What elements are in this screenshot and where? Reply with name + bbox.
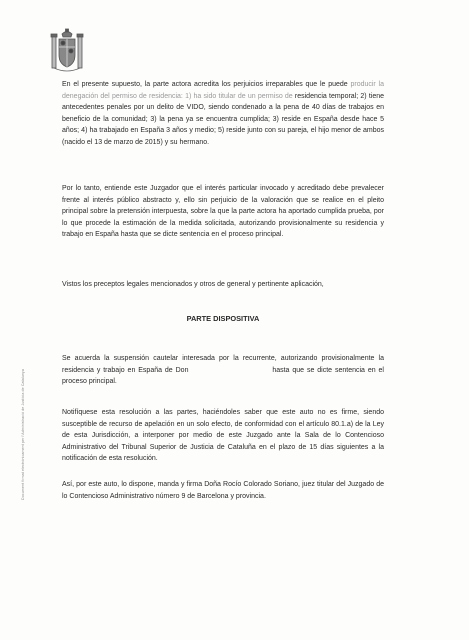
paragraph-5 [62,407,384,465]
p6-text: Así, por este auto, lo dispone, manda y firma Doña Rocío Colorado Soriano, juez titular del Juzgado de lo Contencioso Administrativo número 9 de Barcelona y provincia. [62,481,384,500]
p4-before: Se acuerda la suspensión cautelar interesada por la recurrente, autorizando provisionalmente la residencia y trabajo en España de Don [62,355,384,374]
paragraph-1 [62,79,384,149]
p1-end: residencia temporal; 2) tiene antecedentes penales por un delito de VIDO, siendo condenado a la pena de 40 días de trabajos en beneficio de la comunidad; 3) la pena ya se encuentra cumplida; 3) reside en España desde hace 5 años; 4) ha trabajado en España 3 años y medio; 5) reside junto con su pareja, el hijo menor de ambos (nacido el 13 de marzo de 2015) y su hermano. [62,92,384,146]
coat-of-arms-icon [48,28,86,76]
section-heading: PARTE DISPOSITIVA [186,314,260,323]
p4-after: hasta que se dicte sentencia en el proceso principal. [62,366,384,386]
paragraph-3 [62,279,384,291]
paragraph-6 [62,479,384,502]
p2-text: Por lo tanto, entiende este Juzgador que el interés particular invocado y acreditado debe prevalecer frente al interés público abstracto y, ello sin perjuicio de la valoración que se realice en el pleito principal sobre la pretensión interpuesta, sobre la que la parte actora ha aportado cumplida prueba, por lo que procede la estimación de la medida solicitada, autorizando provisionalmente su residencia y trabajo en España hasta que se dicte sentencia en el proceso principal. [62,185,384,239]
paragraph-4 [62,353,384,388]
paragraph-2 [62,183,384,241]
p5-text: Notifíquese esta resolución a las partes, haciéndoles saber que este auto no es firme, siendo susceptible de recurso de apelación en un solo efecto, de conformidad con el artículo 80.1.a) de la Ley de esta Jurisdicción, a interponer por medio de este Juzgado ante la Sala de lo Contencioso Administrativo del Tribunal Superior de Justicia de Cataluña en el plazo de 15 días siguientes a la notificación de esta resolución. [62,409,384,463]
p1-faded: producir la denegación del permiso de residencia: 1) ha sido titular de un permiso de [62,81,384,100]
p1-start: En el presente supuesto, la parte actora acredita los perjuicios irreparables que le puede [62,81,348,88]
electronic-signature-note: Document firmat electrònicament per l'Administració de Justícia de Catalunya [21,369,25,500]
p3-text: Vistos los preceptos legales mencionados y otros de general y pertinente aplicación, [62,281,324,288]
